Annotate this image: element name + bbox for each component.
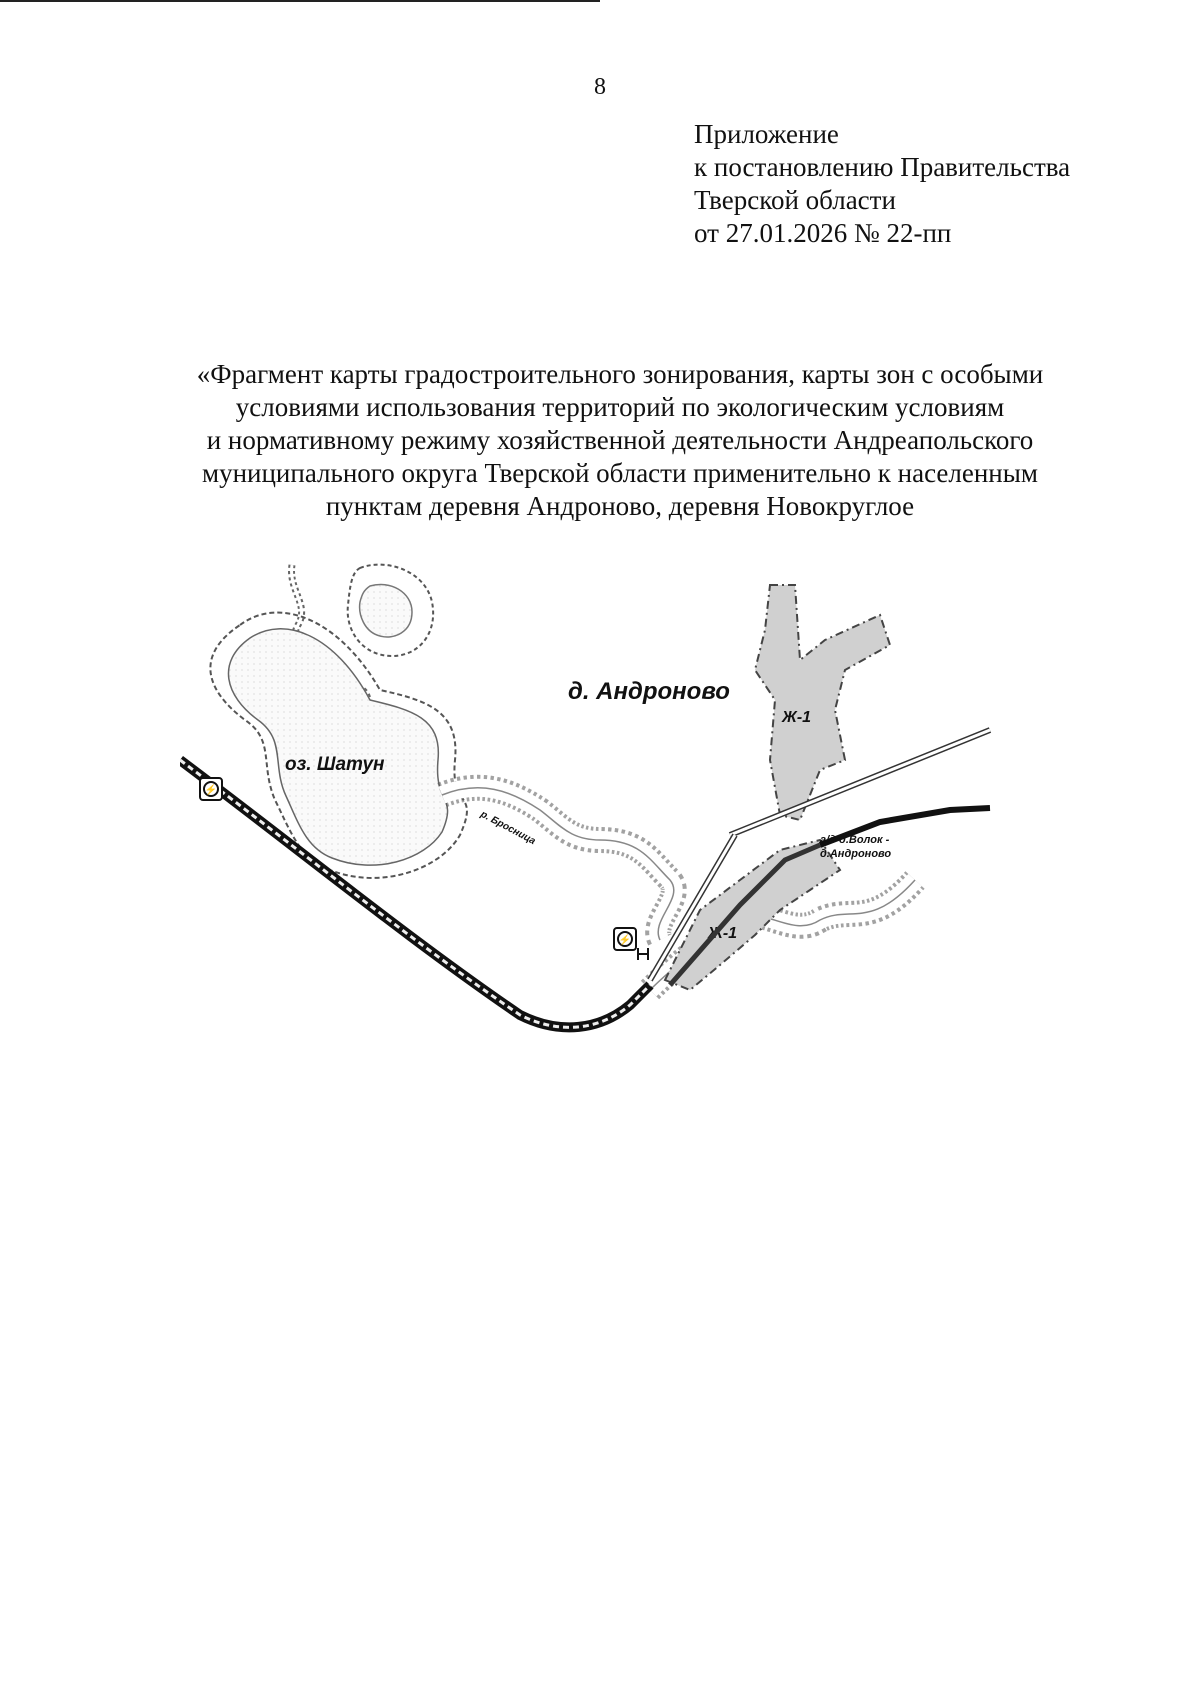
power-substation-icon-south	[614, 928, 636, 950]
power-symbol-2: ⚡	[618, 935, 632, 946]
river-brosnica	[442, 788, 674, 940]
bridge-icon	[638, 948, 648, 960]
heading-line-3: и нормативному режиму хозяйственной деятельности Андреапольского	[206, 425, 1034, 455]
lake-shatun	[228, 629, 447, 865]
zoning-map-svg	[180, 560, 1010, 1140]
appendix-line-2: к постановлению Правительства	[694, 152, 1071, 182]
local-road-east	[730, 730, 990, 835]
road-label-line2: д.Андроново	[820, 848, 892, 860]
river-brosnica-label: р. Бросница	[478, 808, 538, 848]
page-number: 8	[594, 74, 606, 100]
appendix-line-4: от 27.01.2026 № 22-пп	[694, 218, 952, 248]
appendix-line-1: Приложение	[694, 119, 839, 149]
appendix-line-3: Тверской области	[694, 185, 896, 215]
heading-line-2: условиями использования территорий по экологическим условиям	[235, 392, 1005, 422]
heading-line-4: муниципального округа Тверской области применительно к населенным	[202, 458, 1038, 488]
heading-line-1: «Фрагмент карты градостроительного зонирования, карты зон с особыми	[196, 359, 1044, 389]
village-label: д. Андроново	[568, 678, 730, 705]
heading-line-5: пунктам деревня Андроново, деревня Новокруглое	[325, 491, 915, 521]
small-lake	[348, 565, 433, 656]
lake-shatun-label: оз. Шатун	[285, 754, 385, 775]
road-label-line1: а/д д.Волок -	[820, 834, 890, 846]
zoning-map	[180, 560, 1010, 1140]
zone-label-north: Ж-1	[782, 709, 812, 726]
scan-edge-line	[0, 0, 600, 2]
zone-label-south: Ж-1	[708, 925, 738, 942]
power-symbol-1: ⚡	[204, 785, 218, 796]
appendix-block	[694, 118, 1070, 250]
zone-zh1-north	[755, 585, 890, 820]
power-substation-icon	[200, 778, 222, 800]
document-heading	[140, 358, 1100, 523]
